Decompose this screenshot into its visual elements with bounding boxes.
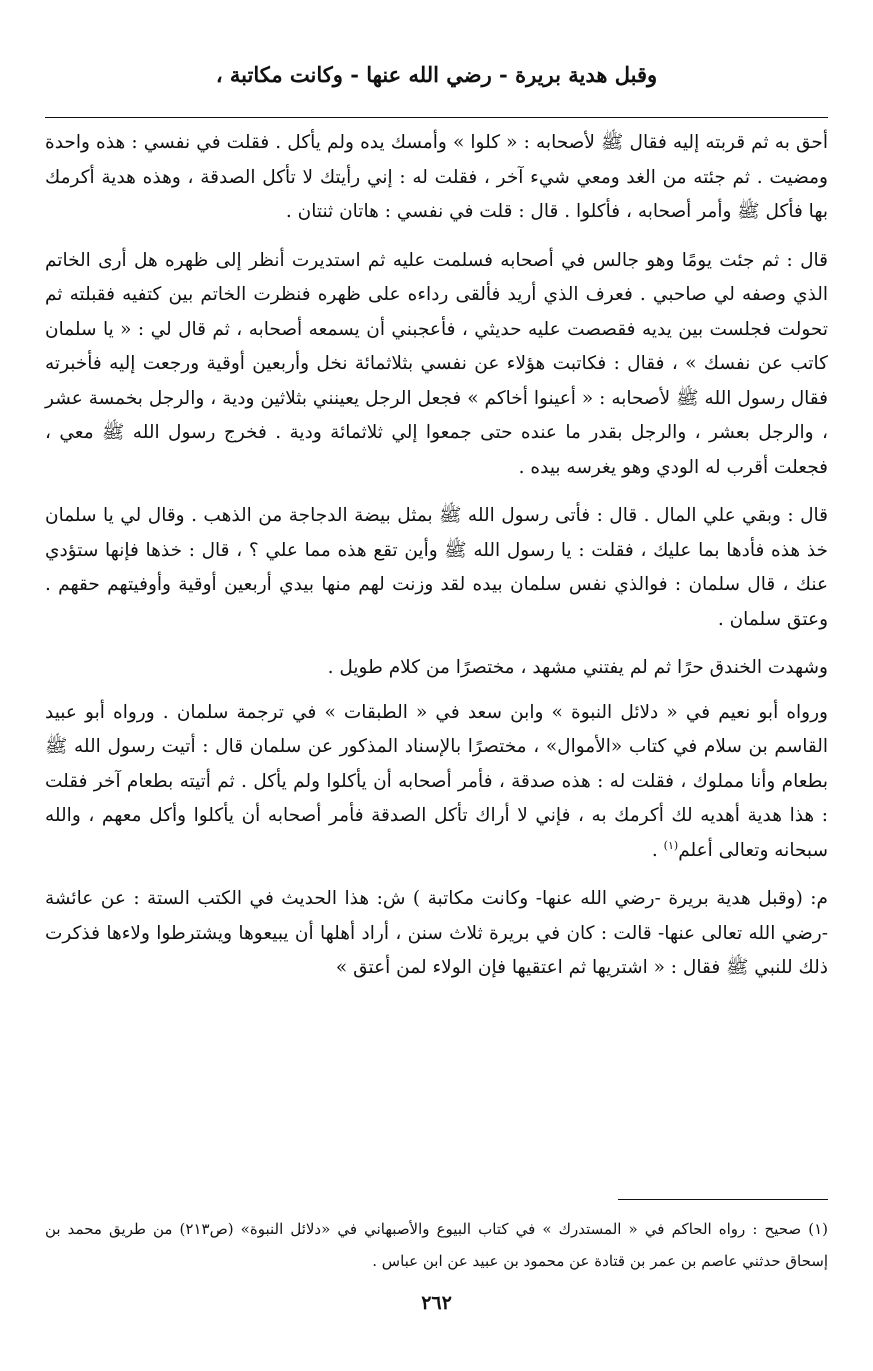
header-rule: [45, 117, 828, 118]
footnotes: [45, 1213, 828, 1277]
paragraph-5-text: ورواه أبو نعيم في « دلائل النبوة » وابن سعد في « الطبقات » في ترجمة سلمان . ورواه أبو عبيد القاسم بن سلام في كتاب «الأموال» ، مختصرًا بالإسناد المذكور عن سلمان قال : أتيت رسول الله ﷺ بطعام وأنا مملوك ، فقلت له : هذه صدقة ، فأمر أصحابه أن يأكلوا ولم يأكل . ثم أتيته بطعام آخر فقلت : هذا هدية أهديه لك أكرمك به ، فإني لا أراك تأكل الصدقة فأمر أصحابه أن يأكلوا وأكل معهم ، والله سبحانه وتعالى أعلم: [45, 701, 828, 861]
main-text: [45, 126, 828, 1000]
paragraph-4: وشهدت الخندق حرًا ثم لم يفتني مشهد ، مختصرًا من كلام طويل .: [327, 657, 828, 678]
running-header: وقبل هدية بريرة - رضي الله عنها - وكانت مكاتبة ،: [215, 62, 658, 87]
footnote-rule: [618, 1199, 828, 1200]
footnote-1: (١) صحيح : رواه الحاكم في « المستدرك » في كتاب البيوع والأصبهاني في «دلائل النبوة» (ص٢١٣) من طريق محمد بن إسحاق حدثني عاصم بن عمر بن قتادة عن محمود بن عبيد عن ابن عباس .: [45, 1220, 828, 1270]
paragraph-6: م: (وقبل هدية بريرة -رضي الله عنها- وكانت مكاتبة ) ش: هذا الحديث في الكتب الستة : عن عائشة -رضي الله تعالى عنها- قالت : كان في بريرة ثلاث سنن ، أراد أهلها أن يبيعوها ويشترطوا ولاءها فذكرت ذلك للنبي ﷺ فقال : « اشتريها ثم اعتقيها فإن الولاء لمن أعتق »: [45, 888, 828, 978]
paragraph-2: قال : ثم جئت يومًا وهو جالس في أصحابه فسلمت عليه ثم استديرت أنظر إلى ظهره هل أرى الخاتم الذي وصفه لي صاحبي . فعرف الذي أريد فألقى رداءه على ظهره فنظرت الخاتم بين كتفيه فقبلته ثم تحولت فجلست بين يديه فقصصت عليه حديثي ، فأعجبني أن يسمعه أصحابه ، ثم قال لي : « يا سلمان كاتب عن نفسك » ، فقال : فكاتبت هؤلاء عن نفسي بثلاثمائة نخل وأربعين أوقية ورجعت إليه فأخبرته فقال رسول الله ﷺ لأصحابه : « أعينوا أخاكم » فجعل الرجل يعينني بثلاثين ودية ، والرجل بخمسة عشر ، والرجل بعشر ، والرجل بقدر ما عنده حتى جمعوا إلي ثلاثمائة ودية . فخرج رسول الله ﷺ معي ، فجعلت أقرب له الودي وهو يغرسه بيده .: [45, 249, 828, 478]
paragraph-3: قال : وبقي علي المال . قال : فأتى رسول الله ﷺ بمثل بيضة الدجاجة من الذهب . وقال لي يا سلمان خذ هذه فأدها بما عليك ، فقلت : يا رسول الله ﷺ وأين تقع هذه مما علي ؟ ، قال : خذها فإنها ستؤدي عنك ، قال سلمان : فوالذي نفس سلمان بيده لقد وزنت لهم منها بيدي أربعين أوقية وأوفيتهم حقهم . وعتق سلمان .: [45, 505, 828, 630]
paragraph-1: أحق به ثم قربته إليه فقال ﷺ لأصحابه : « كلوا » وأمسك يده ولم يأكل . فقلت في نفسي : هذه واحدة ومضيت . ثم جئته من الغد ومعي شيء آخر ، فقلت له : إني رأيتك لا تأكل الصدقة ، وهذه هدية أكرمك بها فأكل ﷺ وأمر أصحابه ، فأكلوا . قال : قلت في نفسي : هاتان ثنتان .: [45, 132, 828, 222]
paragraph-5: ورواه أبو نعيم في « دلائل النبوة » وابن سعد في « الطبقات » في ترجمة سلمان . ورواه أبو عبيد القاسم بن سلام في كتاب «الأموال» ، مختصرًا بالإسناد المذكور عن سلمان قال : أتيت رسول الله ﷺ بطعام وأنا مملوك ، فقلت له : هذه صدقة ، فأمر أصحابه أن يأكلوا ولم يأكل . ثم أتيته بطعام آخر فقلت : هذا هدية أهديه لك أكرمك به ، فإني لا أراك تأكل الصدقة فأمر أصحابه أن يأكلوا وأكل معهم ، والله سبحانه وتعالى أعلم$^{(١)}$ .: [45, 701, 828, 861]
footnote-marker[interactable]: (١): [663, 838, 679, 852]
page-number: ٢٦٢: [421, 1292, 452, 1314]
